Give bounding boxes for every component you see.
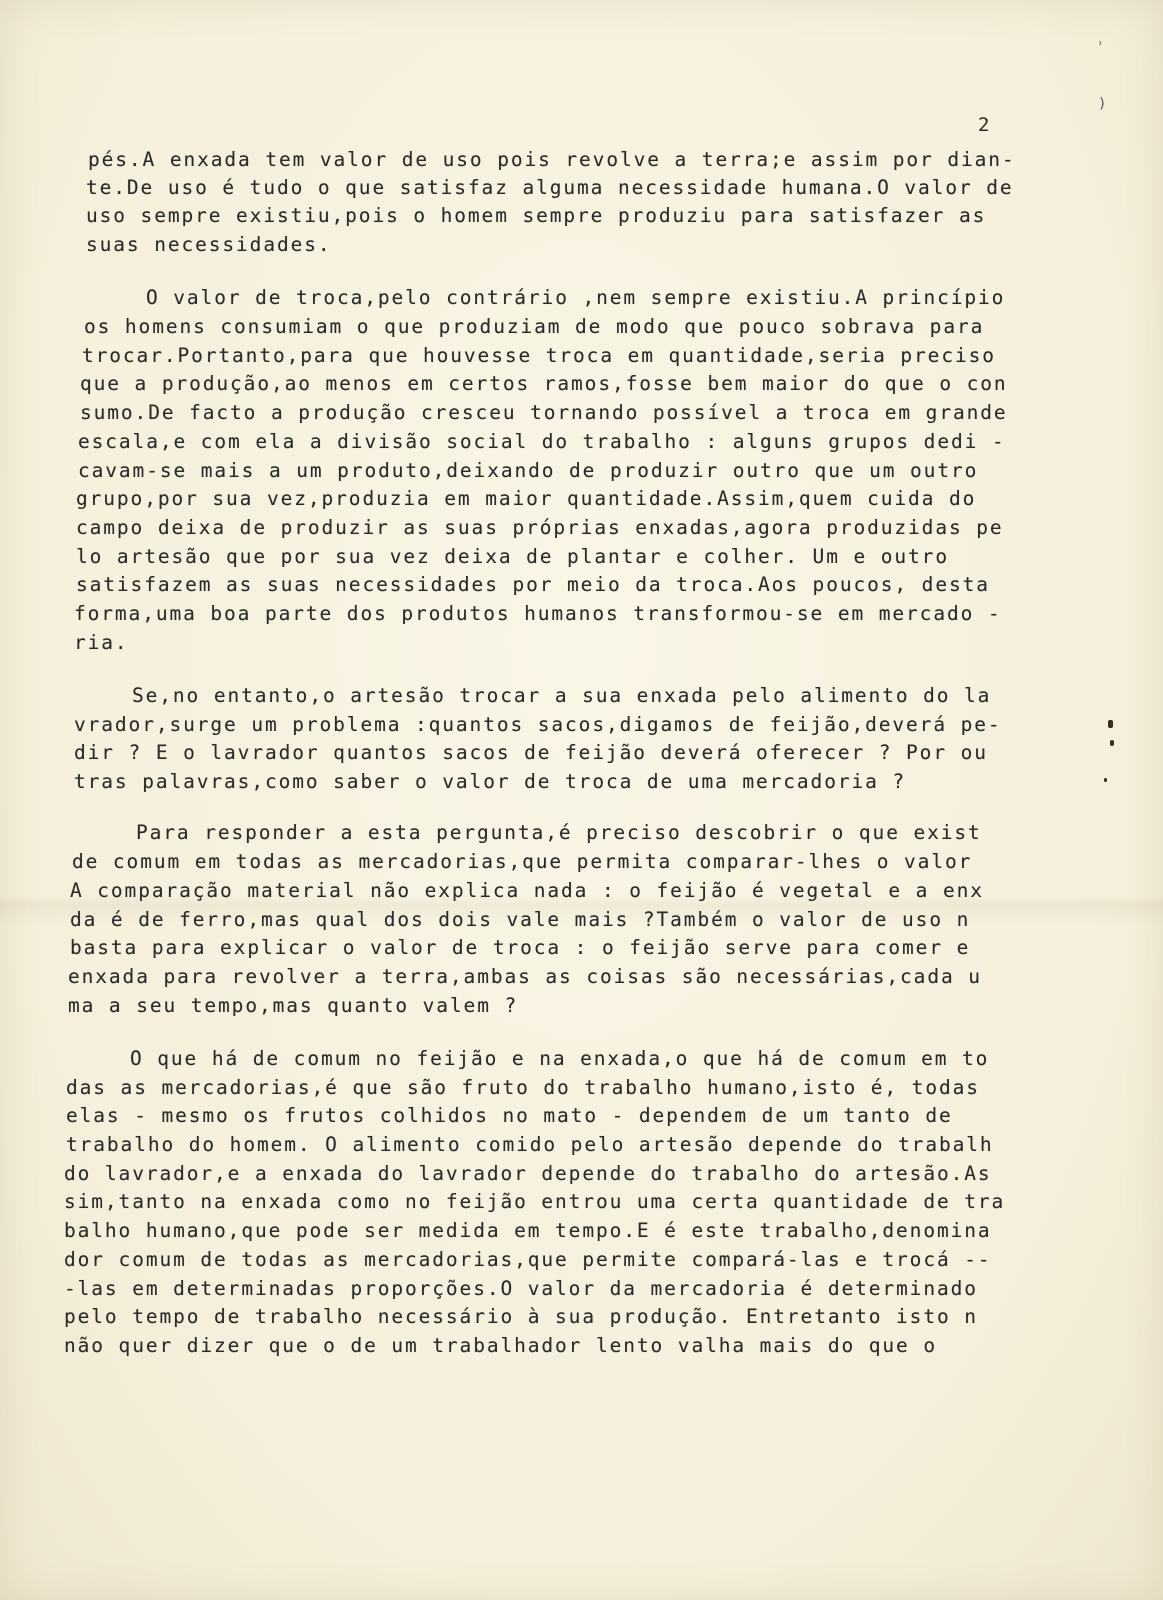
text-line: dir ? E o lavrador quantos sacos de feijão deverá oferecer ? Por ou	[74, 741, 988, 765]
text-line: sim,tanto na enxada como no feijão entrou uma certa quantidade de tra	[64, 1190, 1006, 1214]
text-line: de comum em todas as mercadorias,que permita comparar-lhes o valor	[72, 850, 973, 874]
text-line: enxada para revolver a terra,ambas as coisas são necessárias,cada u	[68, 964, 982, 988]
text-line: te.De uso é tudo o que satisfaz alguma necessidade humana.O valor de	[86, 175, 1014, 199]
text-line: ria.	[74, 630, 129, 654]
text-line: dor comum de todas as mercadorias,que permite compará-las e trocá --	[64, 1247, 992, 1271]
text-line: não quer dizer que o de um trabalhador lento valha mais do que o	[64, 1333, 937, 1357]
text-line: pelo tempo de trabalho necessário à sua produção. Entretanto isto n	[64, 1305, 978, 1329]
text-line: escala,e com ela a divisão social do trabalho : alguns grupos dedi -	[78, 429, 1006, 453]
text-line: sumo.De facto a produção cresceu tornando possível a troca em grande	[80, 401, 1008, 425]
text-line: Para responder a esta pergunta,é preciso descobrir o que exist	[136, 821, 982, 845]
text-line: suas necessidades.	[86, 233, 332, 257]
text-line: ma a seu tempo,mas quanto valem ?	[68, 993, 519, 1017]
text-line: trocar.Portanto,para que houvesse troca em quantidade,seria preciso	[82, 343, 996, 367]
page-number: 2	[978, 114, 990, 136]
text-line: os homens consumiam o que produziam de modo que pouco sobrava para	[84, 315, 985, 339]
text-line: do lavrador,e a enxada do lavrador depende do trabalho do artesão.As	[64, 1161, 992, 1185]
text-line: cavam-se mais a um produto,deixando de produzir outro que um outro	[78, 458, 979, 482]
text-line: lo artesão que por sua vez deixa de plantar e colher. Um e outro	[76, 544, 949, 568]
text-line: tras palavras,como saber o valor de troca de uma mercadoria ?	[74, 770, 907, 794]
text-line: grupo,por sua vez,produzia em maior quantidade.Assim,quem cuida do	[76, 487, 977, 511]
text-line: que a produção,ao menos em certos ramos,fosse bem maior do que o con	[80, 372, 1008, 396]
text-line: O valor de troca,pelo contrário ,nem sempre existiu.A princípio	[146, 286, 1006, 310]
text-line: forma,uma boa parte dos produtos humanos transformou-se em mercado -	[74, 602, 1002, 626]
text-line: satisfazem as suas necessidades por meio da troca.Aos poucos, desta	[76, 573, 990, 597]
text-line: da é de ferro,mas qual dos dois vale mais ?Também o valor de uso n	[70, 907, 971, 931]
text-line: -las em determinadas proporções.O valor da mercadoria é determinado	[64, 1276, 978, 1300]
text-line: Se,no entanto,o artesão trocar a sua enxada pelo alimento do la	[132, 684, 992, 708]
text-line: elas - mesmo os frutos colhidos no mato - dependem de um tanto de	[66, 1104, 953, 1128]
typed-page: 2 pés.A enxada tem valor de uso pois revolve a terra;e assim por dian- te.De uso é tudo o que satisfaz alguma necessidade humana.O valor de uso sempre existiu,pois o homem sempre produziu para satisfazer as suas necessidades. O valor de troca,pelo contrário ,nem sempre existiu.A princípio os homens consumiam o que produziam de modo que pouco sobrava para trocar.Portanto,para que houvesse troca em quantidade,seria preciso que a produção,ao menos em certos ramos,fosse bem maior do que o con sumo.De facto a produção cresceu tornando possível a troca em grande escala,e com ela a divisão social do trabalho : alguns grupos dedi - cavam-se mais a um produto,deixando de produzir outro que um outro grupo,por sua vez,produzia em maior quantidade.Assim,quem cuida do campo deixa de produzir as suas próprias enxadas,agora produzidas pe lo artesão que por sua vez deixa de plantar e colher. Um e outro satisfazem as suas necessidades por meio da troca.Aos poucos, desta forma,uma boa parte dos produtos humanos transformou-se em mercado - ria. Se,no entanto,o artesão trocar a sua enxada pelo alimento do la vrador,surge um problema :quantos sacos,digamos de feijão,deverá pe- dir ? E o lavrador quantos sacos de feijão deverá oferecer ? Por ou tras palavras,como saber o valor de troca de uma mercadoria ? Para responder a esta pergunta,é preciso descobrir o que exist de comum em todas as mercadorias,que permita comparar-lhes o valor A comparação material não explica nada : o feijão é vegetal e a enx da é de ferro,mas qual dos dois vale mais ?Também o valor de uso n basta para explicar o valor de troca : o feijão serve para comer e enxada para revolver a terra,ambas as coisas são necessárias,cada u ma a seu tempo,mas quanto valem ? O que há de comum no feijão e na enxada,o que há de comum em to das as mercadorias,é que são fruto do trabalho humano,isto é, todas elas - mesmo os frutos colhidos no mato - dependem de um tanto de trabalho do homem. O alimento comido pelo artesão depende do trabalh do lavrador,e a enxada do lavrador depende do trabalho do artesão.As sim,tanto na enxada como no feijão entrou uma certa quantidade de tra balho humano,que pode ser medida em tempo.E é este trabalho,denomina dor comum de todas as mercadorias,que permite compará-las e trocá -- -las em determinadas proporções.O valor da mercadoria é determinado pelo tempo de trabalho necessário à sua produção. Entretanto isto n não quer dizer que o de um trabalhador lento valha mais do que o ʾ )	[0, 0, 1163, 1600]
text-line: basta para explicar o valor de troca : o feijão serve para comer e	[70, 936, 971, 960]
text-line: trabalho do homem. O alimento comido pelo artesão depende do trabalh	[66, 1133, 994, 1157]
text-line: pés.A enxada tem valor de uso pois revolve a terra;e assim por dian-	[88, 148, 1016, 171]
text-line: das as mercadorias,é que são fruto do trabalho humano,isto é, todas	[66, 1075, 980, 1099]
text-line: uso sempre existiu,pois o homem sempre produziu para satisfazer as	[86, 204, 987, 228]
text-line: campo deixa de produzir as suas próprias enxadas,agora produzidas pe	[76, 515, 1004, 539]
text-line: vrador,surge um problema :quantos sacos,digamos de feijão,deverá pe-	[74, 712, 1002, 736]
text-line: balho humano,que pode ser medida em tempo.E é este trabalho,denomina	[64, 1219, 992, 1243]
text-line: O que há de comum no feijão e na enxada,o que há de comum em to	[130, 1046, 990, 1070]
text-line: A comparação material não explica nada : o feijão é vegetal e a enx	[70, 878, 984, 902]
